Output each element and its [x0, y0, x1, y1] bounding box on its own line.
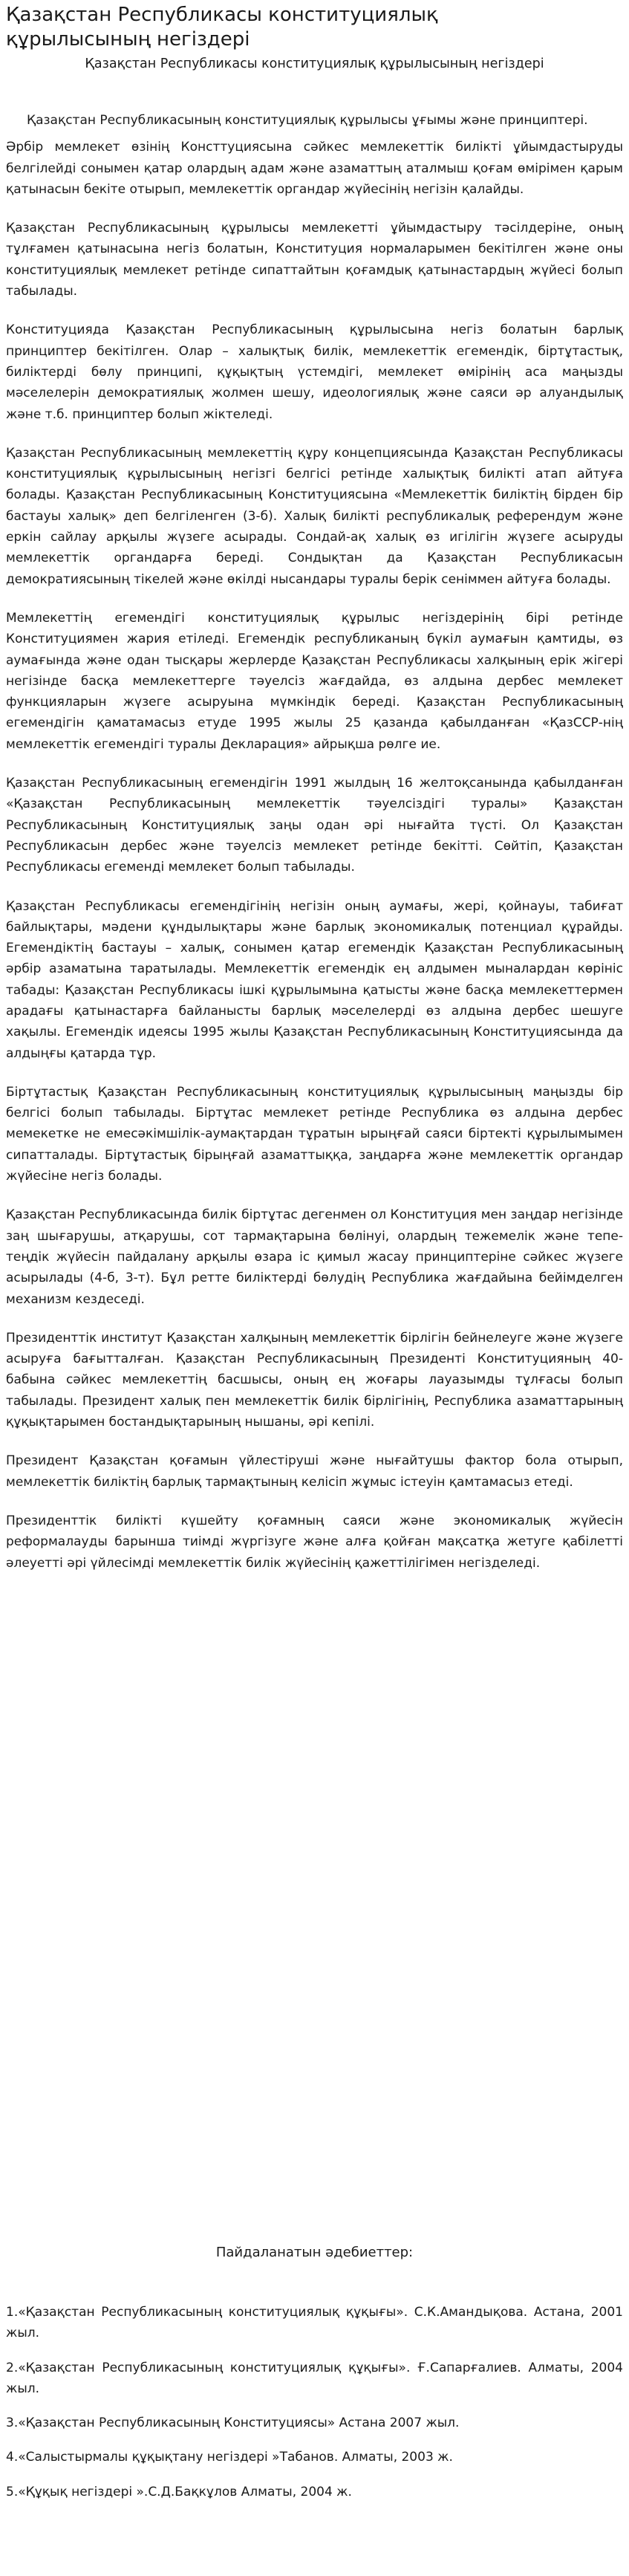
paragraph: Қазақстан Республикасының мемлекеттің құру концепциясында Қазақстан Республикасы конституциялық құрылысының негізгі белгісі ретінде халықтық билікті атап айтуға болады. Қазақстан Республикасының Конституциясына «Мемлекеттік биліктің бірден бір бастауы халық» деп белгіленген (3-б). Халық билікті республикалық референдум және еркін сайлау арқылы жүзеге асырады. Сондай-ақ халық өз игілігін жүзеге асыруды мемлекеттік органдарға береді. Сондықтан да Қазақстан Республикасын демократиясының тікелей және өкілді нысандары туралы берік сеніммен айтуға болады. — [6, 445, 623, 587]
paragraph: Біртұтастық Қазақстан Республикасының конституциялық құрылысының маңызды бір белгісі болып табылады. Біртұтас мемлекет ретінде Республика өз алдына дербес мемекетке не емесәкімшілік-аумақтардан тұратын ырыңғай саяси біртекті құрылымымен сипатталады. Біртұтастық бірыңғай азаматтыққа, заңдарға және мемлекеттік органдар жүйесіне негіз болады. — [6, 1084, 623, 1184]
paragraph: Қазақстан Республикасы егемендігінің негізін оның аумағы, жері, қойнауы, табиғат байлықтары, мәдени құндылықтары және барлық экономикалық потенциал құрайды. Егемендіктің бастауы – халық, сонымен қатар егемендік Қазақстан Республикасының әрбір азаматына таратылады. Мемлекеттік егемендік ең алдымен мыналардан көрініс табады: Қазақстан Республикасы ішкі құрылымына қатысты және басқа мемлекеттермен арадағы қатынастарға байланысты барлық мәселелерді өз алдына дербес шешуге хақылы. Егемендік идеясы 1995 жылы Қазақстан Республикасының Конституциясында да алдыңғы қатарда тұр. — [6, 898, 623, 1061]
paragraph: Президенттік институт Қазақстан халқының мемлекеттік бірлігін бейнелеуге және жүзеге асыруға бағытталған. Қазақстан Республикасының Президенті Конституцияның 40-бабына сәйкес мемлекеттің басшысы, оның ең жоғары лауазымды тұлғасы болып табылады. Президент халық пен мемлекеттік билік бірлігінің, Республика азаматтарының құқықтарымен бостандықтарының нышаны, әрі кепілі. — [6, 1330, 623, 1430]
paragraph: Қазақстан Республикасында билік біртұтас дегенмен ол Конституция мен заңдар негізінде заң шығарушы, атқарушы, сот тармақтарына бөлінуі, олардың тежемелік және тепе-теңдік жүйесін пайдалану арқылы өзара іс қимыл жасау принциптеріне сәйкес жүзеге асырылады (4-б, 3-т). Бұл ретте биліктерді бөлудің Республика жағдайына бейімделген механизм кездеседі. — [6, 1207, 623, 1307]
document-body — [6, 110, 623, 1592]
document-title: Қазақстан Республикасы конституциялық құрылысының негіздері — [6, 4, 438, 51]
paragraph: Қазақстан Республикасының конституциялық құрылысы ұғымы және принциптері. — [27, 113, 588, 128]
paragraph: Мемлекеттің егемендігі конституциялық құрылыс негіздерінің бірі ретінде Конституциямен жария етіледі. Егемендік республиканың бүкіл аумағын қамтиды, өз аумағында және одан тысқары жерлерде Қазақстан Республикасы халқының ерік жігері негізінде басқа мемлекеттерге тәуелсіз жағдайда, өз алдына дербес мемлекет функцияларын жүзеге асыруына мүмкіндік береді. Қазақстан Республикасының егемендігін қаматамасыз етуде 1995 жылы 25 қазанда қабылданған «ҚазССР-нің мемлекеттік егемендігі туралы Декларация» айрықша рөлге ие. — [6, 610, 623, 752]
references-heading: Пайдаланатын әдебиеттер: — [215, 2245, 414, 2260]
document-subtitle: Қазақстан Республикасы конституциялық құрылысының негіздері — [85, 56, 544, 71]
paragraph: Қазақстан Республикасының егемендігін 1991 жылдың 16 желтоқсанында қабылданған «Қазақстан Республикасының мемлекеттік тәуелсіздігі туралы» Қазақстан Республикасының Конституциялық заңы одан әрі нығайта түсті. Ол Қазақстан Республикасын дербес және тәуелсіз мемлекет ретінде бекітті. Сөйтіп, Қазақстан Республикасы егеменді мемлекет болып табылады. — [6, 776, 623, 875]
reference-item: 5.«Құқық негіздері ».С.Д.Бақкұлов Алматы, 2004 ж. — [6, 2484, 352, 2499]
paragraph: Президенттік билікті күшейту қоғамның саяси және экономикалық жүйесін реформалауды барынша тиімді жүргізуге және алға қойған мақсатқа жетуге қабілетті әлеуетті әрі үйлесімді мемлекеттік билік жүйесінің қажеттілігімен негізделеді. — [6, 1513, 623, 1571]
reference-item: 3.«Қазақстан Республикасының Конституциясы» Астана 2007 жыл. — [6, 2416, 460, 2431]
reference-item: 2.«Қазақстан Республикасының конституциялық құқығы». Ғ.Сапарғалиев. Алматы, 2004 жыл. — [6, 2360, 623, 2396]
paragraph: Әрбір мемлекет өзінің Консттуциясына сәйкес мемлекеттік билікті ұйымдастыруды белгілейді сонымен қатар олардың адам және азаматтың аталмыш қоғам өмірімен қарым қатынасын бекіте отырып, мемлекеттік органдар жүйесінің негізін қалайды. — [6, 140, 623, 197]
paragraph: Президент Қазақстан қоғамын үйлестіруші және нығайтушы фактор бола отырып, мемлекеттік биліктің барлық тармақтының келісіп жұмыс істеуін қамтамасыз етеді. — [6, 1453, 623, 1490]
reference-item: 4.«Салыстырмалы құқықтану негіздері »Табанов. Алматы, 2003 ж. — [6, 2450, 453, 2465]
paragraph: Қазақстан Республикасының құрылысы мемлекетті ұйымдастыру тәсілдеріне, оның тұлғамен қатынасына негіз болатын, Конституция нормаларымен бекітілген және оны конституциялық мемлекет ретінде сипаттайтын қоғамдық қатынастардың жүйесі болып табылады. — [6, 221, 623, 299]
paragraph: Конституцияда Қазақстан Республикасының құрылысына негіз болатын барлық принциптер бекітілген. Олар – халықтық билік, мемлекеттік егемендік, біртұтастық, биліктерді бөлу принципі, құқықтың үстемдігі, мемлекет өмірінің аса маңызды мәселелерін демократиялық жолмен шешу, идеологиялық және саяси әр алуандылық және т.б. принциптер болып жіктеледі. — [6, 322, 623, 422]
reference-item: 1.«Қазақстан Республикасының конституциялық құқығы». С.К.Амандықова. Астана, 2001 жыл. — [6, 2305, 623, 2341]
references-list — [6, 2302, 623, 2516]
